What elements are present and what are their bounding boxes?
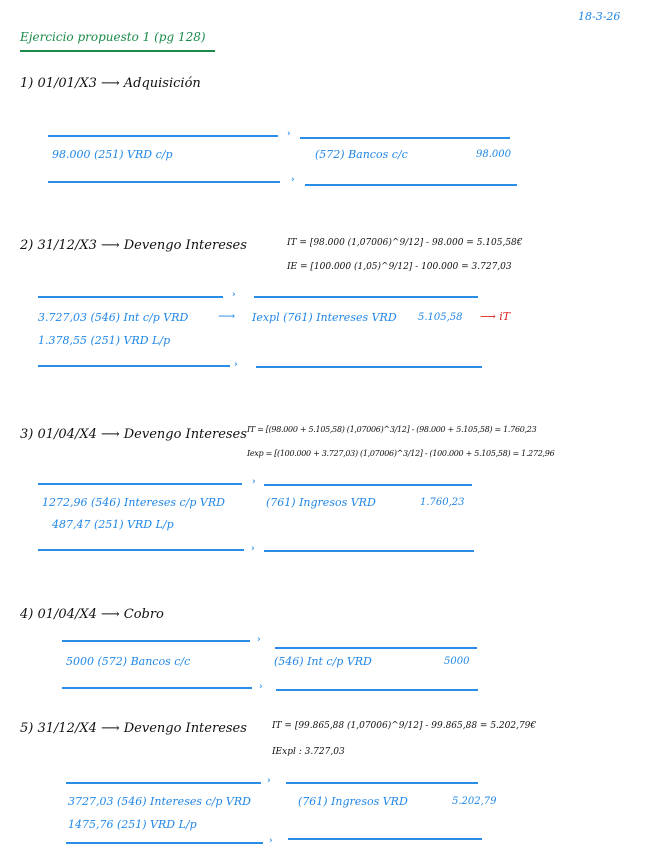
- entry-1-debit-line: 98.000 (251) VRD c/p: [52, 148, 173, 161]
- entry-5-top-rule-left: [66, 782, 261, 784]
- entry-1-top-rule-right: [300, 137, 510, 139]
- entry-3-credit-account: (761) Ingresos VRD: [266, 496, 376, 509]
- entry-1-top-rule-left: [48, 135, 278, 137]
- entry-5-formula-iexpl: IExpl : 3.727,03: [272, 747, 345, 757]
- rule-tick: ›: [291, 175, 295, 185]
- entry-4-credit-amount: 5000: [444, 656, 470, 667]
- rule-tick: ›: [267, 776, 271, 786]
- rule-tick: ›: [257, 635, 261, 645]
- rule-tick: ›: [252, 477, 256, 487]
- rule-tick: ›: [259, 682, 263, 692]
- title-underline: [20, 50, 215, 52]
- entry-1-bottom-rule-right: [305, 184, 517, 186]
- entry-3-debit-line: 487,47 (251) VRD L/p: [52, 518, 174, 531]
- entry-1-credit-amount: 98.000: [476, 149, 511, 160]
- entry-3-formula-it: IT = [(98.000 + 5.105,58) (1,07006)^3/12] - (98.000 + 5.105,58) = 1.760,23: [247, 425, 537, 434]
- entry-2-credit-account: Iexpl (761) Intereses VRD: [252, 311, 397, 324]
- entry-3-bottom-rule-left: [38, 549, 244, 551]
- entry-3-bottom-rule-right: [264, 550, 474, 552]
- entry-2-debit-line: 1.378,55 (251) VRD L/p: [38, 334, 171, 347]
- entry-5-bottom-rule-left: [66, 842, 263, 844]
- entry-3-formula-iexp: Iexp = [(100.000 + 3.727,03) (1,07006)^3/12] - (100.000 + 5.105,58) = 1.272,96: [247, 449, 555, 458]
- entry-5-debit-line: 3727,03 (546) Intereses c/p VRD: [68, 795, 251, 808]
- entry-5-debit-line: 1475,76 (251) VRD L/p: [68, 818, 197, 831]
- entry-1-heading: 1) 01/01/X3 ⟶ Adquisición: [20, 76, 201, 91]
- entry-3-heading: 3) 01/04/X4 ⟶ Devengo Intereses: [20, 427, 247, 442]
- entry-5-credit-amount: 5.202,79: [452, 796, 497, 807]
- entry-3-top-rule-left: [38, 483, 242, 485]
- entry-2-note: ⟶ iT: [480, 310, 511, 323]
- rule-tick: ›: [232, 290, 236, 300]
- entry-4-bottom-rule-right: [276, 689, 478, 691]
- entry-5-credit-account: (761) Ingresos VRD: [298, 795, 408, 808]
- entry-5-top-rule-right: [286, 782, 478, 784]
- entry-2-formula-ie: IE = [100.000 (1,05)^9/12] - 100.000 = 3.727,03: [287, 262, 512, 272]
- entry-2-credit-amount: 5.105,58: [418, 312, 463, 323]
- entry-4-debit-line: 5000 (572) Bancos c/c: [66, 655, 191, 668]
- entry-3-top-rule-right: [264, 484, 472, 486]
- entry-2-top-rule-right: [254, 296, 478, 298]
- entry-4-top-rule-right: [275, 647, 477, 649]
- entry-2-bottom-rule-left: [38, 365, 230, 367]
- entry-4-bottom-rule-left: [62, 687, 252, 689]
- entry-4-top-rule-left: [62, 640, 250, 642]
- entry-1-credit-account: (572) Bancos c/c: [315, 148, 408, 161]
- page-date: 18-3-26: [578, 10, 621, 23]
- entry-2-arrow: ⟶: [218, 309, 236, 323]
- entry-4-credit-account: (546) Int c/p VRD: [274, 655, 372, 668]
- rule-tick: ›: [287, 129, 291, 139]
- rule-tick: ›: [269, 836, 273, 846]
- rule-tick: ›: [234, 360, 238, 370]
- entry-2-formula-it: IT = [98.000 (1,07006)^9/12] - 98.000 = 5.105,58€: [287, 238, 523, 248]
- entry-4-heading: 4) 01/04/X4 ⟶ Cobro: [20, 607, 164, 622]
- entry-5-heading: 5) 31/12/X4 ⟶ Devengo Intereses: [20, 721, 247, 736]
- entry-2-heading: 2) 31/12/X3 ⟶ Devengo Intereses: [20, 238, 247, 253]
- rule-tick: ›: [251, 544, 255, 554]
- entry-2-debit-line: 3.727,03 (546) Int c/p VRD: [38, 311, 189, 324]
- entry-1-bottom-rule-left: [48, 181, 280, 183]
- entry-5-formula-it: IT = [99.865,88 (1,07006)^9/12] - 99.865,88 = 5.202,79€: [272, 721, 537, 731]
- entry-2-top-rule-left: [38, 296, 223, 298]
- page-title: Ejercicio propuesto 1 (pg 128): [20, 30, 206, 44]
- entry-3-credit-amount: 1.760,23: [420, 497, 465, 508]
- entry-2-bottom-rule-right: [256, 366, 482, 368]
- entry-3-debit-line: 1272,96 (546) Intereses c/p VRD: [42, 496, 225, 509]
- entry-5-bottom-rule-right: [288, 838, 482, 840]
